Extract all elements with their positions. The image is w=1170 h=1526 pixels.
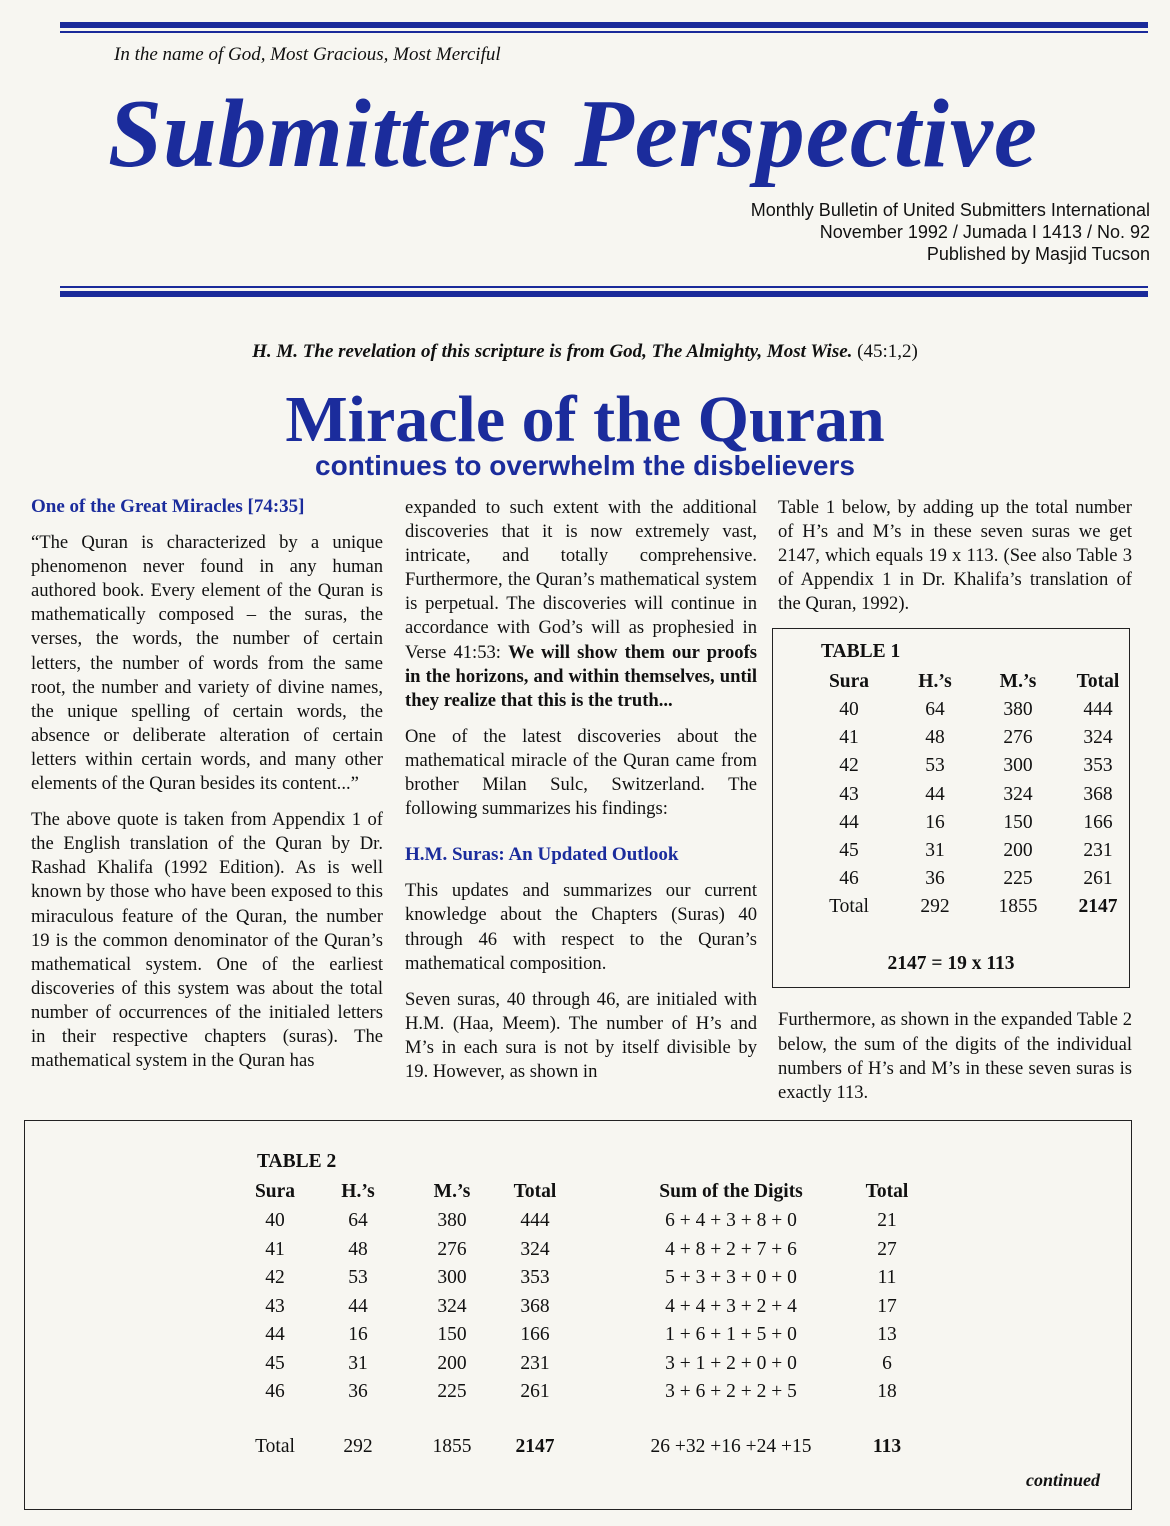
table-1-total-cell: 1855 [998, 896, 1038, 918]
paragraph-table1-intro: Table 1 below, by adding up the total number of H’s and M’s in these seven suras we get 2147, which equals 19 x 113. (See also Table 3 of Appendix 1 in Dr. Khalifa’s translation of the Quran, 1992). [778, 497, 1132, 615]
table-2-cell: 3 + 6 + 2 + 2 + 5 [665, 1381, 797, 1402]
table-1-equation: 2147 = 19 x 113 [887, 953, 1015, 974]
paragraph-latest-discovery: One of the latest discoveries about the mathematical miracle of the Quran came from brother Milan Sulc, Switzerland. The following summarizes his findings: [405, 725, 757, 820]
table-2-total-cell: 292 [343, 1436, 373, 1457]
table-1-cell: 166 [1083, 811, 1113, 833]
table-2-header: Sum of the Digits [659, 1181, 803, 1202]
table-1 [772, 628, 1130, 988]
scripture-verse [0, 341, 1170, 363]
bulletin-subtitle: Monthly Bulletin of United Submitters International [750, 200, 1150, 220]
table-2-title: TABLE 2 [257, 1151, 337, 1172]
scripture-reference: (45:1,2) [857, 341, 918, 362]
table-2-total-cell: 2147 [515, 1436, 555, 1457]
table-1-cell: 53 [925, 755, 945, 777]
table-1-cell: 276 [1003, 727, 1033, 749]
table-1-cell: 45 [839, 840, 859, 861]
article-title: Miracle of the Quran [285, 383, 885, 456]
table-2-cell: 276 [437, 1238, 467, 1260]
table-1-title: TABLE 1 [821, 641, 901, 662]
column-1 [31, 495, 383, 1085]
table-1-header: M.’s [999, 671, 1037, 692]
table-1-header: Sura [828, 671, 870, 692]
table-2-cell: 44 [348, 1295, 368, 1317]
table-2-cell: 36 [348, 1381, 368, 1402]
continued-note: continued [1025, 1470, 1100, 1490]
table-2-cell: 48 [348, 1238, 368, 1260]
paragraph-table2-intro: Furthermore, as shown in the expanded Table 2 below, the sum of the digits of the individual numbers of H’s and M’s in these seven suras is exactly 113. [778, 1009, 1132, 1103]
table-2-cell: 4 + 8 + 2 + 7 + 6 [665, 1238, 797, 1260]
table-2-cell: 41 [265, 1238, 285, 1260]
table-2-cell: 13 [877, 1324, 897, 1345]
masthead-top-rule [60, 22, 1148, 28]
table-1-header: H.’s [918, 671, 952, 692]
table-1-cell: 64 [925, 699, 945, 720]
table-2-cell: 11 [877, 1267, 897, 1288]
table-1-header: Total [1076, 671, 1120, 692]
table-1-cell: 200 [1003, 840, 1033, 861]
section-heading-hm-suras: H.M. Suras: An Updated Outlook [405, 844, 679, 866]
table-1-cell: 41 [839, 727, 859, 749]
table-2-header: Total [513, 1181, 557, 1202]
table-2-total-cell: 113 [872, 1436, 902, 1457]
table-2-cell: 444 [520, 1210, 550, 1231]
paragraph-appendix: The above quote is taken from Appendix 1 of the English translation of the Quran by Dr. Rashad Khalifa (1992 Edition). As is well known by those who have been exposed to this miraculous feature of the Quran, the number 19 is the common denominator of the Quran’s mathematical system. One of the earliest discoveries of this system was about the total number of occurrences of the initialed letters in their respective chapters (suras). The mathematical system in the Quran has [31, 809, 383, 1072]
table-2-cell: 40 [265, 1210, 285, 1231]
table-1-total-cell: 292 [920, 896, 950, 918]
table-2-cell: 17 [877, 1295, 897, 1317]
table-2-total-cell: 26 +32 +16 +24 +15 [650, 1436, 812, 1457]
table-1-cell: 444 [1083, 699, 1113, 720]
scripture-text: H. M. The revelation of this scripture is from God, The Almighty, Most Wise. [252, 341, 853, 362]
table-2-cell: 16 [348, 1324, 368, 1345]
table-2-total-cell: 1855 [432, 1436, 472, 1457]
table-1-cell: 324 [1003, 783, 1033, 805]
verse-quote: We will show them our proofs in the horizons, and within themselves, until they realize that this is the truth... [405, 641, 758, 711]
table-2-cell: 231 [520, 1352, 550, 1374]
table-2-cell: 46 [265, 1381, 285, 1402]
masthead-title: Submitters Perspective [108, 80, 1038, 187]
table-1-cell: 324 [1083, 727, 1113, 749]
table-2-cell: 150 [437, 1324, 467, 1345]
masthead-top-rule-thin [60, 31, 1148, 33]
table-1-cell: 44 [925, 783, 945, 805]
table-2-cell: 200 [437, 1352, 467, 1374]
table-2-cell: 300 [437, 1267, 467, 1288]
table-2-cell: 27 [877, 1238, 897, 1260]
article-subtitle: continues to overwhelm the disbelievers [315, 450, 855, 481]
table-1-cell: 380 [1003, 699, 1033, 720]
table-1-cell: 261 [1083, 868, 1113, 890]
table-2-total-cell: Total [255, 1436, 295, 1457]
table-2-cell: 6 + 4 + 3 + 8 + 0 [665, 1210, 797, 1231]
table-2-cell: 64 [348, 1210, 368, 1231]
table-1-cell: 46 [839, 868, 859, 890]
table-2-cell: 21 [877, 1210, 897, 1231]
masthead-bottom-rule-thin [60, 286, 1148, 288]
paragraph-quote: “The Quran is characterized by a unique phenomenon never found in any human authored book. Every element of the Quran is mathematically composed – the suras, the verses, the words, the number of certain letters, the number of words from the same root, the number and variety of divine names, the unique spelling of certain words, the absence or deliberate alteration of certain letters within certain words, and many other elements of the Quran besides its content...” [31, 532, 383, 795]
table-1-total-cell: 2147 [1078, 896, 1118, 918]
table-1-cell: 353 [1083, 755, 1113, 777]
paragraph-updates: This updates and summarizes our current knowledge about the Chapters (Suras) 40 through 46 with respect to the Quran’s mathematical composition. [405, 880, 757, 974]
table-2-cell: 43 [265, 1295, 285, 1317]
table-1-cell: 40 [839, 699, 859, 720]
table-2-header: M.’s [433, 1181, 471, 1202]
paragraph-expanded-text: expanded to such extent with the additional discoveries that it is now extremely vast, intricate, and totally comprehensive. Furthermore, the Quran’s mathematical system is perpetual. The discoveries will continue in accordance with God’s will as prophesied in Verse 41:53: [405, 497, 757, 663]
table-2-cell: 324 [437, 1295, 467, 1317]
table-2-cell: 380 [437, 1210, 467, 1231]
table-2-header: Total [865, 1181, 909, 1202]
table-1-total-cell: Total [829, 896, 869, 918]
table-1-cell: 368 [1083, 783, 1113, 805]
table-2-cell: 353 [520, 1267, 550, 1288]
table-1-cell: 231 [1083, 840, 1113, 861]
table-2-header: Sura [254, 1181, 296, 1202]
column-2 [405, 496, 757, 1096]
table-1-cell: 48 [925, 727, 945, 749]
table-2-cell: 324 [520, 1238, 550, 1260]
table-1-cell: 43 [839, 783, 859, 805]
table-2-cell: 44 [265, 1324, 285, 1345]
table-1-cell: 42 [839, 755, 859, 777]
paragraph-seven-suras: Seven suras, 40 through 46, are initialed with H.M. (Haa, Meem). The number of H’s and M’s in each sura is not by itself divisible by 19. However, as shown in [405, 988, 757, 1082]
invocation: In the name of God, Most Gracious, Most Merciful [114, 44, 501, 65]
table-1-cell: 16 [925, 811, 945, 833]
paragraph-expanded [405, 496, 757, 713]
table-2-header: H.’s [341, 1181, 375, 1202]
table-2-cell: 4 + 4 + 3 + 2 + 4 [665, 1295, 797, 1317]
table-2-cell: 53 [348, 1267, 368, 1288]
table-2-cell: 1 + 6 + 1 + 5 + 0 [665, 1324, 797, 1345]
table-2-cell: 31 [348, 1352, 368, 1374]
section-heading-great-miracles: One of the Great Miracles [74:35] [31, 496, 305, 517]
table-1-cell: 36 [925, 868, 945, 890]
table-2-cell: 18 [877, 1381, 897, 1402]
table-2-cell: 42 [265, 1267, 285, 1288]
table-2-cell: 3 + 1 + 2 + 0 + 0 [665, 1352, 797, 1374]
table-1-cell: 31 [925, 840, 945, 861]
publisher-line: Published by Masjid Tucson [926, 244, 1150, 264]
table-2-cell: 261 [520, 1381, 550, 1402]
table-1-cell: 225 [1003, 868, 1033, 890]
table-2-cell: 225 [437, 1381, 467, 1402]
table-1-cell: 300 [1003, 755, 1033, 777]
masthead-bottom-rule [60, 291, 1148, 297]
table-2-cell: 166 [520, 1324, 550, 1345]
table-2 [24, 1120, 1132, 1510]
table-2-cell: 45 [265, 1352, 285, 1374]
table-2-cell: 5 + 3 + 3 + 0 + 0 [665, 1267, 797, 1288]
issue-date-line: November 1992 / Jumada I 1413 / No. 92 [819, 222, 1150, 242]
table-2-cell: 6 [882, 1352, 892, 1374]
table-1-cell: 150 [1003, 811, 1033, 833]
table-2-cell: 368 [520, 1295, 550, 1317]
table-1-cell: 44 [839, 811, 859, 833]
